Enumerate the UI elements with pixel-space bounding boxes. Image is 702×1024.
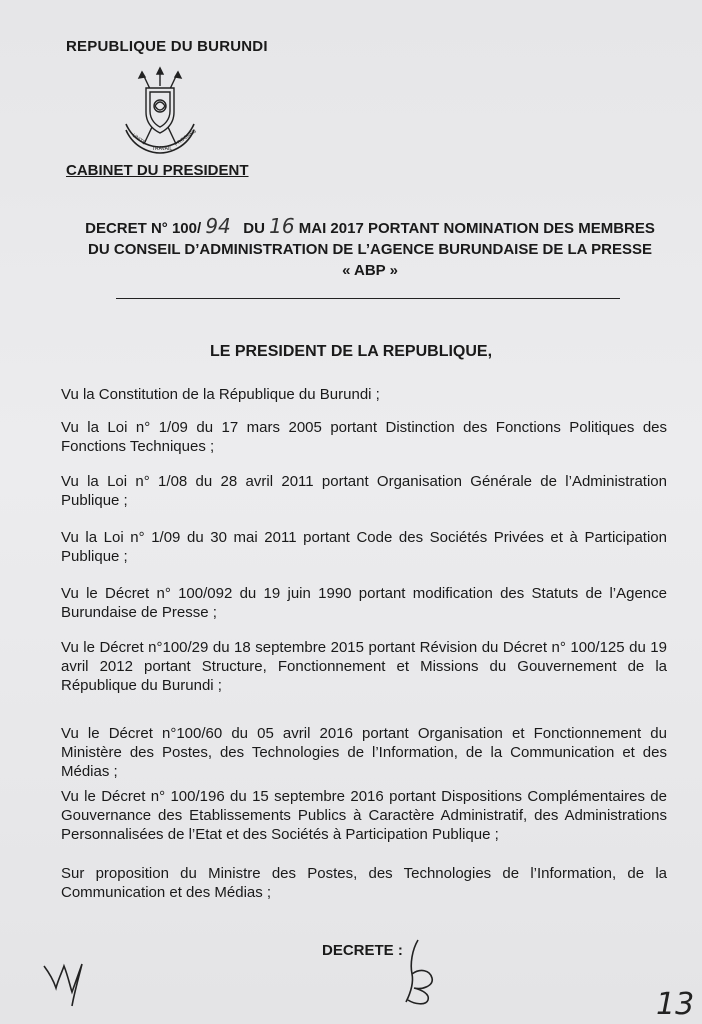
consideration-8: Vu le Décret n° 100/196 du 15 septembre 2016 portant Dispositions Complémentaires de Gouvernance des Etablissements Publics à Caractère Administratif, des Administrations Personnalisées de l’Etat et des Sociétés à Participation Publique ;: [61, 788, 667, 843]
decree-title-line-1: [40, 216, 700, 239]
decree-day-handwritten: 16: [269, 214, 295, 238]
consideration-5: Vu le Décret n° 100/092 du 19 juin 1990 portant modification des Statuts de l’Agence Burundaise de Presse ;: [61, 585, 667, 621]
decree-prefix: DECRET N° 100/: [85, 220, 202, 237]
consideration-4: Vu la Loi n° 1/09 du 30 mai 2011 portant Code des Sociétés Privées et à Participation Publique ;: [61, 529, 667, 565]
initials-signature-icon: [400, 936, 440, 1008]
page-number-text: 13: [656, 987, 695, 1022]
consideration-6: Vu le Décret n°100/29 du 18 septembre 2015 portant Révision du Décret n° 100/125 du 19 avril 2012 portant Structure, Fonctionnement et Missions du Gouvernement de la République du Burundi ;: [61, 639, 667, 694]
coat-of-arms-icon: [118, 66, 202, 156]
consideration-9: Sur proposition du Ministre des Postes, des Technologies de l’Information, de la Communication et des Médias ;: [61, 865, 667, 901]
decree-number-handwritten: 94: [205, 214, 231, 238]
decree-title-line-2: DU CONSEIL D’ADMINISTRATION DE L’AGENCE BURUNDAISE DE LA PRESSE: [88, 241, 652, 258]
title-divider: [116, 298, 620, 299]
decree-title: [40, 216, 700, 281]
cabinet-header: CABINET DU PRESIDENT: [66, 162, 249, 179]
republic-header: REPUBLIQUE DU BURUNDI: [66, 38, 268, 55]
motto-right: PROGRES: [173, 128, 198, 148]
decrete-heading: DECRETE :: [322, 942, 403, 959]
motto-left: UNITE: [130, 132, 147, 147]
motto-middle: TRAVAIL: [152, 146, 173, 152]
president-heading: LE PRESIDENT DE LA REPUBLIQUE,: [209, 343, 493, 360]
consideration-3: Vu la Loi n° 1/08 du 28 avril 2011 portant Organisation Générale de l’Administration Publique ;: [61, 473, 667, 509]
consideration-7: Vu le Décret n°100/60 du 05 avril 2016 portant Organisation et Fonctionnement du Ministère des Postes, des Technologies de l’Information, de la Communication et des Médias ;: [61, 725, 667, 780]
decree-suffix: MAI 2017 PORTANT NOMINATION DES MEMBRES: [298, 220, 655, 237]
margin-initial-mark-icon: [40, 958, 88, 1010]
decree-du: DU: [243, 220, 265, 237]
page-number-handwritten-mark: [652, 982, 698, 1022]
consideration-1: Vu la Constitution de la République du Burundi ;: [61, 386, 380, 403]
consideration-2: Vu la Loi n° 1/09 du 17 mars 2005 portant Distinction des Fonctions Politiques des Fonctions Techniques ;: [61, 419, 667, 455]
decree-title-line-3: « ABP »: [342, 262, 398, 279]
